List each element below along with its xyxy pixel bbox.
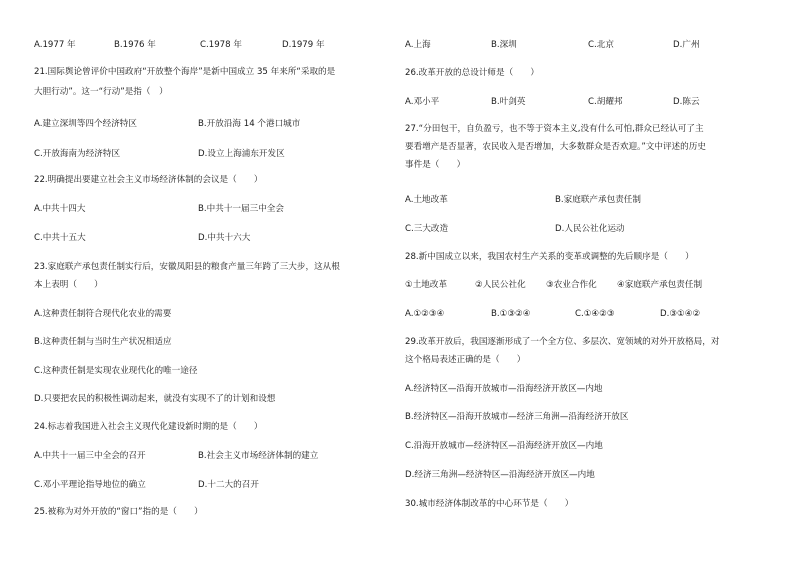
option-c: C.中共十五大 [34,233,86,243]
option-a: A.中共十四大 [34,204,86,214]
option-c: C.北京 [588,40,614,50]
option-c: C.沿海开放城市—经济特区—沿海经济开放区—内地 [405,441,603,451]
option-d: D.经济三角洲—经济特区—沿海经济开放区—内地 [405,470,595,480]
option-a: A.经济特区—沿海开放城市—沿海经济开放区—内地 [405,384,603,394]
sequence-item: ②人民公社化 [475,280,526,290]
option-b: B.家庭联产承包责任制 [555,195,641,205]
option-c: C.①④②③ [575,309,615,319]
question-stem: 24.标志着我国进入社会主义现代化建设新时期的是（ ） [34,422,263,432]
sequence-item: ③农业合作化 [546,280,597,290]
question-stem: 22.明确提出要建立社会主义市场经济体制的会议是（ ） [34,175,263,185]
option-d: D.广州 [673,40,700,50]
question-stem: 要看增产是否显著，农民收入是否增加，大多数群众是否欢迎。”文中评述的历史 [405,142,706,152]
option-c: C.三大改造 [405,224,449,234]
option-b: B.深圳 [491,40,517,50]
option-a: A.这种责任制符合现代化农业的需要 [34,309,172,319]
option-b: B.开放沿海 14 个港口城市 [198,119,301,129]
question-stem: 大胆行动”。这一“行动”是指（ ） [34,87,168,97]
option-a: A.1977 年 [34,40,76,50]
option-c: C.胡耀邦 [588,97,623,107]
question-stem: 21.国际舆论曾评价中国政府“开放整个海岸”是新中国成立 35 年来所“采取的是 [34,67,336,77]
option-c: C.1978 年 [200,40,242,50]
option-d: D.③①④② [660,309,701,319]
question-stem: 这个格局表述正确的是（ ） [405,355,526,365]
sequence-item: ①土地改革 [405,280,448,290]
option-a: A.中共十一届三中全会的召开 [34,451,146,461]
option-b: B.经济特区—沿海开放城市—经济三角洲—沿海经济开放区 [405,412,629,422]
option-d: D.只要把农民的积极性调动起来，就没有实现不了的计划和设想 [34,394,276,404]
sequence-item: ④家庭联产承包责任制 [617,280,703,290]
option-d: D.人民公社化运动 [555,224,625,234]
option-d: D.设立上海浦东开发区 [198,149,285,159]
question-stem: 25.被称为对外开放的“窗口”指的是（ ） [34,507,203,517]
question-stem: 本上表明（ ） [34,280,103,290]
option-b: B.中共十一届三中全会 [198,204,284,214]
question-stem: 23.家庭联产承包责任制实行后，安徽凤阳县的粮食产量三年跨了三大步，这从根 [34,262,340,272]
option-c: C.这种责任制是实现农业现代化的唯一途径 [34,366,198,376]
option-d: D.十二大的召开 [198,480,259,490]
question-stem: 28.新中国成立以来，我国农村生产关系的变革或调整的先后顺序是（ ） [405,252,694,262]
option-c: C.开放海南为经济特区 [34,149,121,159]
question-stem: 26.改革开放的总设计师是（ ） [405,68,539,78]
option-b: B.社会主义市场经济体制的建立 [198,451,319,461]
option-a: A.土地改革 [405,195,448,205]
option-b: B.叶剑英 [491,97,526,107]
question-stem: 30.城市经济体制改革的中心环节是（ ） [405,499,574,509]
option-b: B.1976 年 [114,40,156,50]
question-stem: 事件是（ ） [405,160,466,170]
option-d: D.1979 年 [282,40,325,50]
option-d: D.陈云 [673,97,700,107]
question-stem: 27.“分田包干，自负盈亏，也不等于资本主义,没有什么可怕,群众已经认可了主 [405,124,704,134]
option-b: B.这种责任制与当时生产状况相适应 [34,337,172,347]
option-a: A.上海 [405,40,431,50]
option-a: A.①②③④ [405,309,445,319]
option-d: D.中共十六大 [198,233,251,243]
option-c: C.邓小平理论指导地位的确立 [34,480,146,490]
question-stem: 29.改革开放后，我国逐渐形成了一个全方位、多层次、宽领域的对外开放格局，对 [405,337,720,347]
option-a: A.邓小平 [405,97,440,107]
option-b: B.①③②④ [491,309,531,319]
option-a: A.建立深圳等四个经济特区 [34,119,137,129]
